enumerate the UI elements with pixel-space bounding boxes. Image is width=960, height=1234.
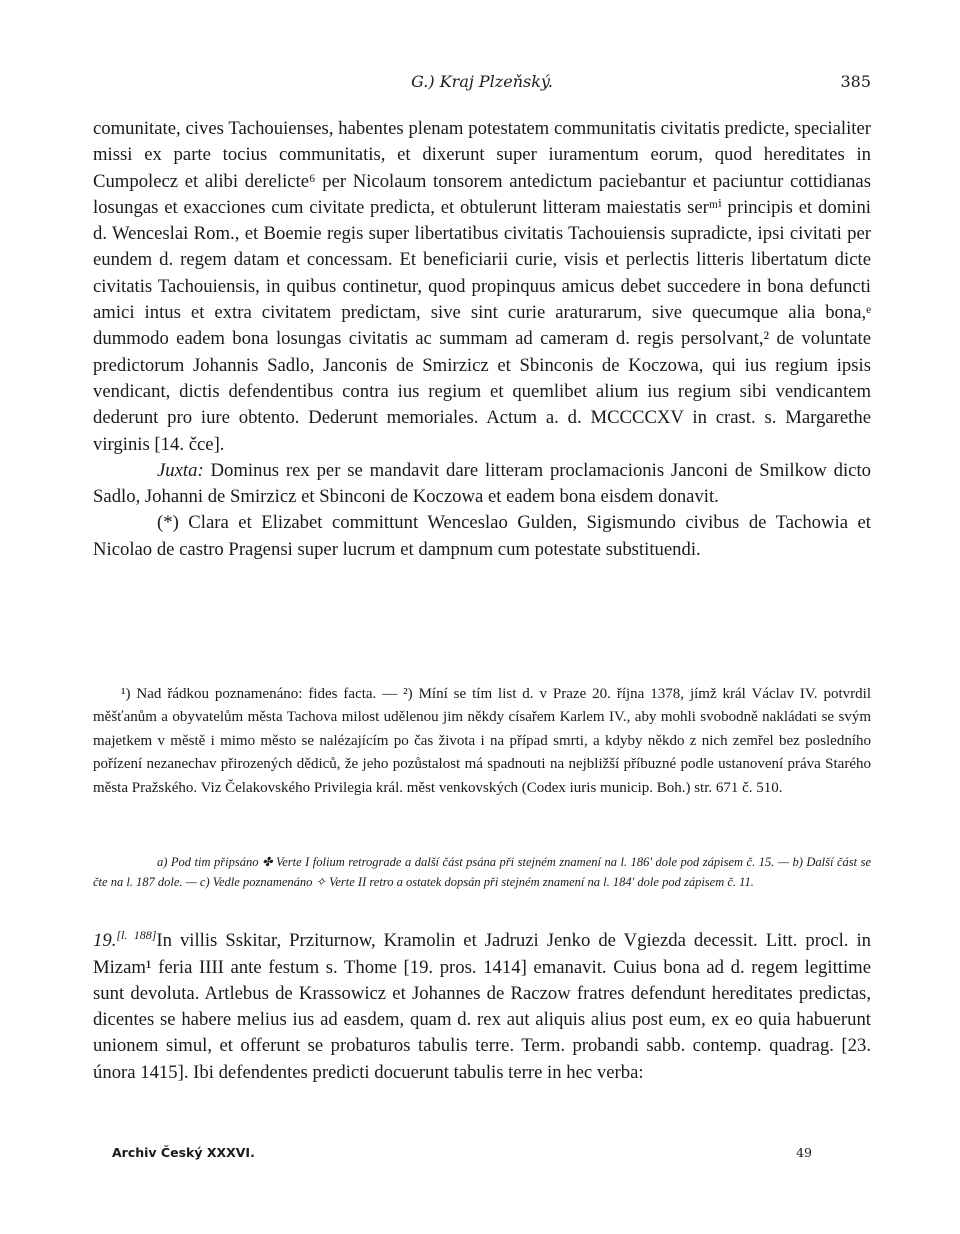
folio-reference: [l. 188] <box>116 928 157 942</box>
footnotes-block <box>93 683 871 800</box>
textual-notes: a) Pod tim připsáno ✤ Verte I folium retrograde a další část psána při stejném znamení na l. 186' dole pod zápisem č. 15. — b) Další část se čte na l. 187 dole. — c) Vedle poznamenáno ✧ Verte II retro a ostatek dopsán při stejném znamení na l. 184' dole pod zápisem č. 11. <box>93 855 871 889</box>
page-header <box>93 72 871 96</box>
page-footer <box>112 1145 812 1165</box>
textual-notes-block <box>93 852 871 892</box>
paragraph-2-text: Dominus rex per se mandavit dare litteram proclamacionis Janconi de Smilkow dicto Sadlo, Johanni de Smirzicz et Sbinconi de Koczowa et eadem bona eisdem donavit. <box>93 459 871 508</box>
entry-19 <box>93 922 871 1086</box>
paragraph-1: comunitate, cives Tachouienses, habentes plenam potestatem communitatis civitatis predicte, specialiter missi ex parte tocius communitatis, et dixerunt super iuramentum eorum, quod hereditates in Cumpolecz et alibi derelicte⁶ per Nicolaum tonsorem antedictum paciebantur et paciuntur cottidianas losungas et exacciones cum civitate predicta, et obtulerunt litteram maiestatis serᵐⁱ principis et domini d. Wenceslai Rom., et Boemie regis super libertatibus civitatis Tachouiensis supradicte, ipsi civitati per eundem d. regem datam et concessam. Et beneficiarii curie, visis et perlectis litteris libertatum dicte civitatis Tachouiensis, in quibus continetur, quod propinquus amicus debet succedere in bona defuncti amici intus et extra civitatem predictam, sive sint curie araturarum, sive quecumque alia bona,ᵉ dummodo eadem bona losungas civitatis ac summam ad cameram d. regis persolvant,² de voluntate predictorum Johannis Sadlo, Janconis de Smirzicz et Sbinconis de Koczowa, qui ius regium ipsis vendicant, dictis defendentibus contra ius regium et quemlibet alium ius regium sibi vendicantem dederunt pro iure obtento. Dederunt memoriales. Actum a. d. MCCCCXV in crast. s. Margarethe virginis [14. čce]. <box>93 118 871 455</box>
running-title: G.) Kraj Plzeňský. <box>411 72 553 91</box>
paragraph-3: (*) Clara et Elizabet committunt Wenceslao Gulden, Sigismundo civibus de Tachowia et Nicolao de castro Pragensi super lucrum et dampnum cum potestate substituendi. <box>93 512 871 560</box>
signature-mark: Archiv Český XXXVI. <box>112 1145 255 1160</box>
sheet-number: 49 <box>796 1145 812 1160</box>
page-number: 385 <box>840 72 871 91</box>
entry-paragraph <box>93 922 871 1086</box>
entry-number: 19. <box>93 930 117 952</box>
paragraph-2 <box>93 458 871 511</box>
footnote-1: ¹) Nad řádkou poznamenáno: fides facta. — ²) Míní se tím list d. v Praze 20. října 1378, jímž král Václav IV. potvrdil měšťanům a obyvatelům města Tachova milost udělenou jim někdy císařem Karlem IV., aby mohli svobodně nakládati se svým majetkem v městě i mimo město se nalézajícím po čas života i na případ smrti, a kdyby někdo z nich zemřel bez posledního pořízení nezanechav přirozených dědiců, že jeho pozůstalost má spadnouti na nejbližší příbuzné podle ustanovení práva Starého města Pražského. Viz Čelakovského Privilegia král. měst venkovských (Codex iuris municip. Boh.) str. 671 č. 510. <box>93 686 871 796</box>
entry-text: In villis Sskitar, Prziturnow, Kramolin et Jadruzi Jenko de Vgiezda decessit. Litt. procl. in Mizam¹ feria IIII ante festum s. Thome [19. pros. 1414] emanavit. Cuius bona ad d. regem legittime sunt devoluta. Artlebus de Krassowicz et Johannes de Raczow fratres defendunt hereditates predictas, dicentes se habere melius ius ad easdem, quam d. rex aut aliquis alius post eum, ex eo quia habuerunt unionem simul, et offerunt se probaturos tabulis terre. Term. probandi sabb. contemp. quadrag. [23. února 1415]. Ibi defendentes predicti docuerunt tabulis terre in hec verba: <box>93 930 871 1083</box>
main-text <box>93 116 871 563</box>
juxta-label: Juxta: <box>157 459 204 481</box>
